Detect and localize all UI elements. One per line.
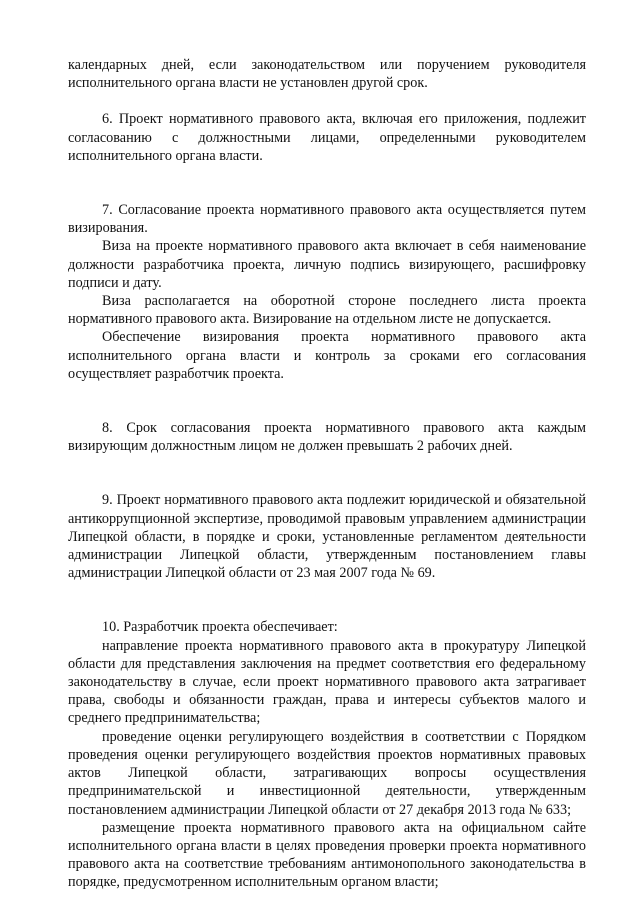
paragraph-7-visa-control: Обеспечение визирования проекта нормативного правового акта исполнительного органа власти и контроль за сроками его согласования осуществляет разработчик проекта. bbox=[68, 329, 586, 382]
paragraph-10-website-placement: размещение проекта нормативного правового акта на официальном сайте исполнительного органа власти в целях проведения проверки проекта нормативного правового акта на соответствие требованиям антимонопольного законодательства в порядке, предусмотренном исполнительным органом власти; bbox=[68, 819, 586, 891]
paragraph-10-intro: 10. Разработчик проекта обеспечивает: bbox=[102, 619, 338, 636]
paragraph-10-regulatory-assessment: проведение оценки регулирующего воздействия в соответствии с Порядком проведения оценки регулирующего воздействия проектов нормативных правовых актов Липецкой области, затрагивающих вопросы осуществления предпринимательской и инвестиционной деятельности, утвержденным постановлением администрации Липецкой области от 27 декабря 2013 года № 633; bbox=[68, 728, 586, 818]
paragraph-continuation: календарных дней, если законодательством или поручением руководителя исполнительного органа власти не установлен другой срок. bbox=[68, 57, 586, 92]
paragraph-7-visa-location: Виза располагается на оборотной стороне последнего листа проекта нормативного правового акта. Визирование на отдельном листе не допускается. bbox=[68, 293, 586, 328]
paragraph-10-prosecutor: направление проекта нормативного правового акта в прокуратуру Липецкой области для представления заключения на предмет соответствия его федеральному законодательству в случае, если проект нормативного правового акта затрагивает права, свободы и обязанности граждан, права и интересы субъектов малого и среднего предпринимательства; bbox=[68, 637, 586, 727]
paragraph-9: 9. Проект нормативного правового акта подлежит юридической и обязательной антикоррупционной экспертизе, проводимой правовым управлением администрации Липецкой области, в порядке и сроки, установленные регламентом деятельности администрации Липецкой области, утвержденным постановлением главы администрации Липецкой области от 23 мая 2007 года № 69. bbox=[68, 492, 586, 582]
paragraph-6: 6. Проект нормативного правового акта, включая его приложения, подлежит согласованию с должностными лицами, определенными руководителем исполнительного органа власти. bbox=[68, 111, 586, 164]
paragraph-8: 8. Срок согласования проекта нормативного правового акта каждым визирующим должностным лицом не должен превышать 2 рабочих дней. bbox=[68, 420, 586, 455]
paragraph-7-intro: 7. Согласование проекта нормативного правового акта осуществляется путем визирования. bbox=[68, 202, 586, 237]
document-page bbox=[68, 56, 586, 892]
paragraph-7-visa-content: Виза на проекте нормативного правового акта включает в себя наименование должности разработчика проекта, личную подпись визирующего, расшифровку подписи и дату. bbox=[68, 238, 586, 291]
